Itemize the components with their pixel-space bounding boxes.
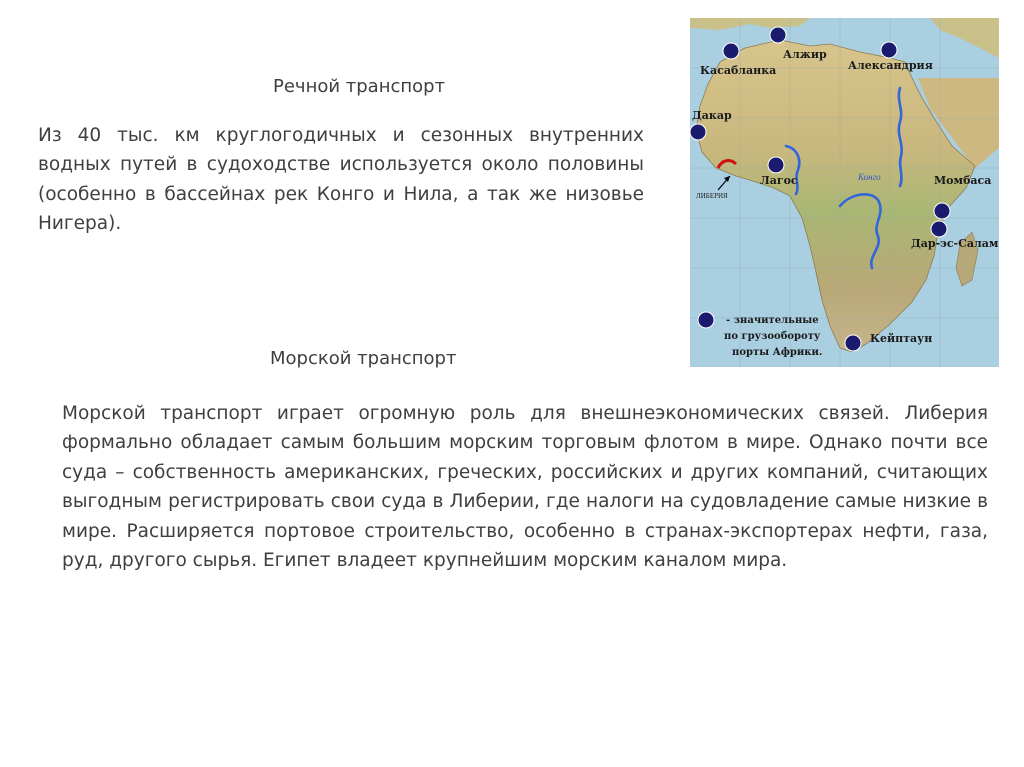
river-transport-title: Речной транспорт <box>273 76 446 97</box>
label-congo: Конго <box>858 172 881 182</box>
port-marker-dar <box>931 221 947 237</box>
legend-line-3: порты Африки. <box>732 347 823 358</box>
label-capetown: Кейптаун <box>870 332 933 345</box>
africa-ports-map <box>690 18 999 367</box>
label-dakar: Дакар <box>692 109 732 122</box>
label-dar: Дар-эс-Салам <box>911 237 999 250</box>
legend-port-marker <box>698 312 714 328</box>
port-marker-algiers <box>770 27 786 43</box>
sea-transport-title: Морской транспорт <box>270 348 457 369</box>
label-liberia: ЛИБЕРИЯ <box>696 192 728 200</box>
legend-line-2: по грузообороту <box>724 331 821 342</box>
sea-transport-text: Морской транспорт играет огромную роль для внешнеэкономических связей. Либерия формально обладает самым большим морским торговым флотом в мире. Однако почти все суда – собственность американских, греческих, российских и других компаний, считающих выгодным регистрировать свои суда в Либерии, где налоги на судовладение самые низкие в мире. Расширяется портовое строительство, особенно в странах-экспортерах нефти, газа, руд, другого сырья. Египет владеет крупнейшим морским каналом мира. <box>62 403 988 572</box>
port-marker-alexandria <box>881 42 897 58</box>
label-algiers: Алжир <box>783 48 827 61</box>
port-marker-casablanca <box>723 43 739 59</box>
legend-line-1: - значительные <box>726 315 819 326</box>
port-marker-lagos <box>768 157 784 173</box>
river-transport-text: Из 40 тыс. км круглогодичных и сезонных внутренних водных путей в судоходстве используется около половины (особенно в бассейнах рек Конго и Нила, а так же низовье Нигера). <box>38 125 644 235</box>
port-marker-mombasa <box>934 203 950 219</box>
label-alexandria: Александрия <box>848 59 933 72</box>
port-marker-dakar <box>690 124 706 140</box>
label-mombasa: Момбаса <box>934 174 992 187</box>
label-casablanca: Касабланка <box>700 64 777 77</box>
label-lagos: Лагос <box>760 174 798 187</box>
port-marker-capetown <box>845 335 861 351</box>
